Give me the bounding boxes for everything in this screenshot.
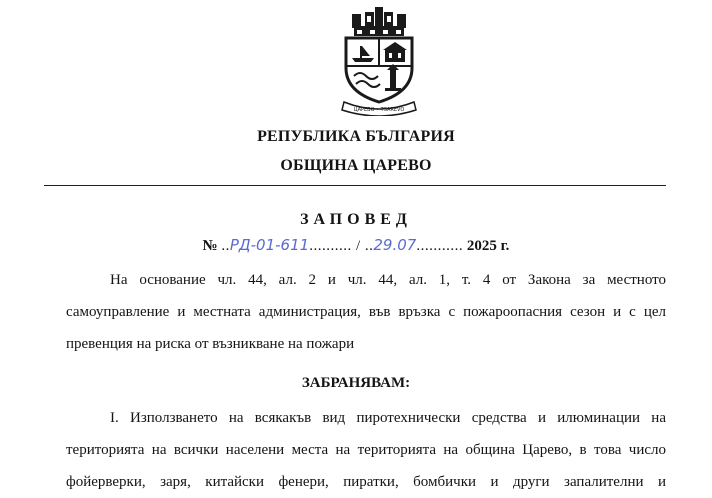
decision-heading: ЗАБРАНЯВАМ: <box>301 375 411 391</box>
preamble-line: превенция на риска от възникване на пожари <box>66 336 355 352</box>
municipality-heading: ОБЩИНА ЦАРЕВО <box>280 157 432 174</box>
decision-line: територията на всички населени места на територията на община Царево, в това число <box>66 442 666 458</box>
order-number-handwritten: РД-01-611 <box>229 236 310 254</box>
crown-icon <box>352 7 406 36</box>
decision-line: фойерверки, заря, китайски фенери, пиратки, бомбички и други запалителни и <box>66 474 666 490</box>
order-number-line <box>0 236 712 255</box>
country-heading: РЕПУБЛИКА БЪЛГАРИЯ <box>257 128 455 145</box>
order-year: 2025 г. <box>466 238 510 254</box>
preamble-paragraph <box>66 264 666 360</box>
municipality-coat-of-arms <box>330 4 428 116</box>
decision-line: I. Използването на всякакъв вид пиротехнически средства и илюминации на <box>110 410 666 426</box>
order-date-handwritten: 29.07 <box>373 236 417 254</box>
header-divider <box>44 185 666 186</box>
seal-ribbon-text: ЦАРЕВО • TSAREVO <box>353 107 405 113</box>
number-dots-right: .......... / .. <box>309 238 374 254</box>
number-dots-left: .. <box>221 238 230 254</box>
preamble-line: На основание чл. 44, ал. 2 и чл. 44, ал. 1, т. 4 от Закона за местното <box>110 272 666 288</box>
decision-item-1 <box>66 402 666 498</box>
preamble-line: самоуправление и местната администрация, във връзка с пожароопасния сезон и с цел <box>66 304 666 320</box>
number-sign: № <box>202 238 218 254</box>
document-title: ЗАПОВЕД <box>300 211 412 228</box>
date-dots: ........... <box>416 238 464 254</box>
